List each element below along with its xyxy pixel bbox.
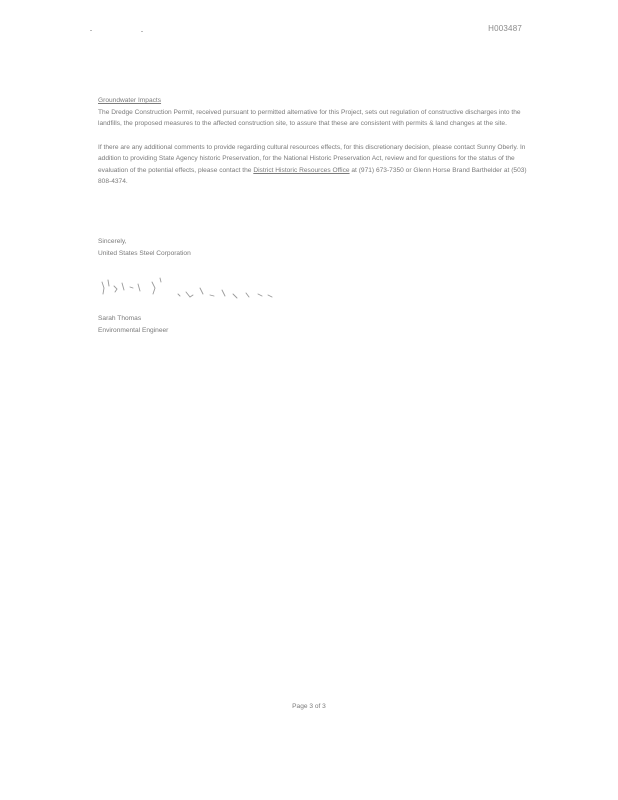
signature-image xyxy=(100,276,275,302)
closing-salutation: Sincerely, xyxy=(98,238,127,245)
scan-speck xyxy=(90,30,92,31)
paragraph-1: The Dredge Construction Permit, received pursuant to permitted alternative for this Project, sets out regulation of constructive discharges into the landfills, the proposed measures to the affected construction site, to assure that these are consistent with permits & land changes at the site. xyxy=(98,108,521,127)
section-heading: Groundwater Impacts xyxy=(98,97,162,104)
letter-body xyxy=(98,95,530,200)
signer-block xyxy=(98,313,168,336)
page-number: Page 3 of 3 xyxy=(292,703,326,710)
signer-name: Sarah Thomas xyxy=(98,315,142,322)
paragraph-2-text: If there are any additional comments to provide regarding cultural resources effects, for this discretionary decision, please contact Sunny Oberly. In addition to providing State Agency historic Preservation, for the National Historic Preservation Act, review and for questions for the status of the evaluation of the potential effects, please contact the xyxy=(98,143,526,174)
organization-name: United States Steel Corporation xyxy=(98,249,191,257)
contact-link[interactable]: District Historic Resources Office xyxy=(253,166,350,174)
scan-speck xyxy=(141,31,143,32)
paragraph-2-end: at (971) 673-7350 or Glenn Horse Brand Barthelder at (503) 808-4374. xyxy=(98,166,527,185)
closing-block xyxy=(98,236,191,259)
paragraph-2 xyxy=(98,142,530,188)
signer-title: Environmental Engineer xyxy=(98,326,169,334)
document-id: H003487 xyxy=(488,24,522,33)
